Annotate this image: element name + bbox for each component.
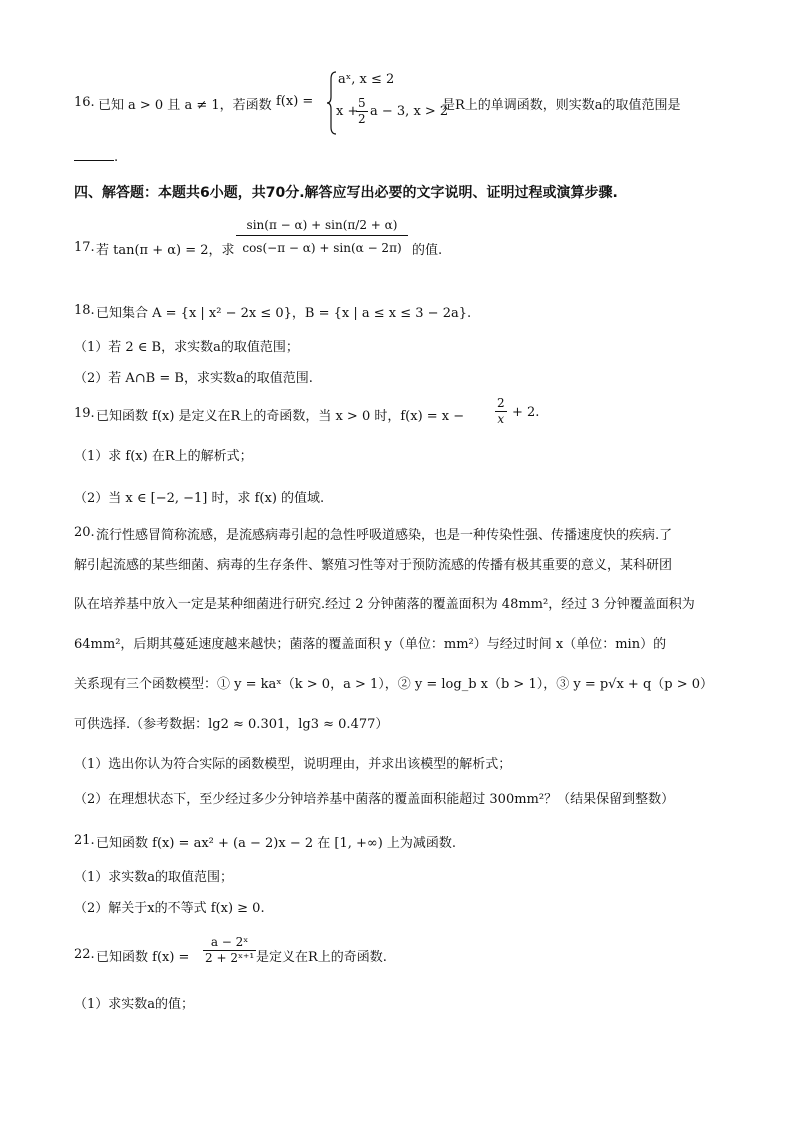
q18-text: 已知集合 A = {x | x² − 2x ≤ 0}，B = {x | a ≤ x ≤ 3 − 2a}. bbox=[96, 306, 472, 321]
q22-post: 是定义在R上的奇函数. bbox=[256, 950, 387, 965]
q20-part2: （2）在理想状态下，至少经过多少分钟培养基中菌落的覆盖面积能超过 300mm²？（结果保留到整数） bbox=[74, 792, 675, 807]
q22-pre: 已知函数 f(x) = bbox=[96, 950, 190, 965]
q19-num: 19. bbox=[74, 406, 95, 421]
q22-frac-den: 2 + 2ˣ⁺¹ bbox=[205, 951, 255, 965]
q16-end: . bbox=[114, 150, 119, 165]
section-title: 四、解答题：本题共6小题，共70分.解答应写出必要的文字说明、证明过程或演算步骤. bbox=[74, 185, 618, 201]
q16-num: 16. bbox=[74, 95, 95, 110]
q16-case1: aˣ, x ≤ 2 bbox=[338, 72, 395, 87]
q22-frac-num: a − 2ˣ bbox=[203, 935, 256, 951]
q20-part1: （1）选出你认为符合实际的函数模型，说明理由，并求出该模型的解析式； bbox=[74, 757, 512, 772]
q19-frac-num: 2 bbox=[497, 396, 505, 410]
q19-post: + 2. bbox=[512, 405, 540, 420]
q16-brace bbox=[326, 71, 338, 135]
q16-frac-den: 2 bbox=[358, 112, 366, 126]
q20-num: 20. bbox=[74, 525, 95, 540]
q17-num: 17. bbox=[74, 240, 95, 255]
q17-fraction bbox=[236, 218, 408, 255]
q17-denominator: cos(−π − α) + sin(α − 2π) bbox=[242, 241, 402, 255]
q16-frac-num: 5 bbox=[358, 96, 366, 110]
q21-part1: （1）求实数a的取值范围； bbox=[74, 870, 234, 885]
q16-pre: 已知 bbox=[98, 98, 125, 113]
q17-pre: 若 tan(π + α) = 2，求 bbox=[96, 243, 235, 258]
q18-num: 18. bbox=[74, 303, 95, 318]
q17-numerator: sin(π − α) + sin(π/2 + α) bbox=[236, 218, 408, 236]
q16-cond: a > 0 且 a ≠ 1，若函数 bbox=[128, 98, 272, 113]
q20-line4: 64mm²，后期其蔓延速度越来越快；菌落的覆盖面积 y（单位：mm²）与经过时间 x（单位：min）的 bbox=[74, 637, 667, 652]
q20-line1: 流行性感冒简称流感，是流感病毒引起的急性呼吸道感染，也是一种传染性强、传播速度快的疾病.了 bbox=[96, 528, 673, 543]
q19-fraction bbox=[495, 396, 507, 427]
q17-post: 的值. bbox=[412, 243, 443, 258]
answer-blank bbox=[74, 160, 114, 161]
q19-frac-den: x bbox=[497, 412, 505, 426]
q21-num: 21. bbox=[74, 833, 95, 848]
q18-part2: （2）若 A∩B = B，求实数a的取值范围. bbox=[74, 371, 313, 386]
q16-case2-b: a − 3, x > 2 bbox=[370, 104, 449, 119]
q19-part2: （2）当 x ∈ [−2, −1] 时，求 f(x) 的值域. bbox=[74, 491, 325, 506]
q18-part1: （1）若 2 ∈ B，求实数a的取值范围； bbox=[74, 340, 299, 355]
q16-case2-a: x + bbox=[336, 104, 359, 119]
q19-part1: （1）求 f(x) 在R上的解析式； bbox=[74, 449, 253, 464]
q21-part2: （2）解关于x的不等式 f(x) ≥ 0. bbox=[74, 901, 265, 916]
q22-part1: （1）求实数a的值； bbox=[74, 997, 195, 1012]
q21-text: 已知函数 f(x) = ax² + (a − 2)x − 2 在 [1, +∞) 上为减函数. bbox=[96, 836, 457, 851]
q19-pre: 已知函数 f(x) 是定义在R上的奇函数，当 x > 0 时，f(x) = x − bbox=[96, 409, 465, 424]
q16-fraction bbox=[356, 96, 368, 127]
q16-post: 是R上的单调函数，则实数a的取值范围是 bbox=[442, 98, 681, 113]
q22-fraction bbox=[203, 935, 256, 966]
q20-line2: 解引起流感的某些细菌、病毒的生存条件、繁殖习性等对于预防流感的传播有极其重要的意义，某科研团 bbox=[74, 558, 673, 573]
q22-num: 22. bbox=[74, 947, 95, 962]
q20-line5: 关系现有三个函数模型：① y = kaˣ（k > 0，a > 1），② y = log_b x（b > 1），③ y = p√x + q（p > 0） bbox=[74, 677, 714, 692]
q20-line3: 队在培养基中放入一定是某种细菌进行研究.经过 2 分钟菌落的覆盖面积为 48mm²，经过 3 分钟覆盖面积为 bbox=[74, 597, 695, 612]
q20-line6: 可供选择.（参考数据：lg2 ≈ 0.301，lg3 ≈ 0.477） bbox=[74, 717, 389, 732]
q16-f: f(x) = bbox=[276, 94, 314, 109]
